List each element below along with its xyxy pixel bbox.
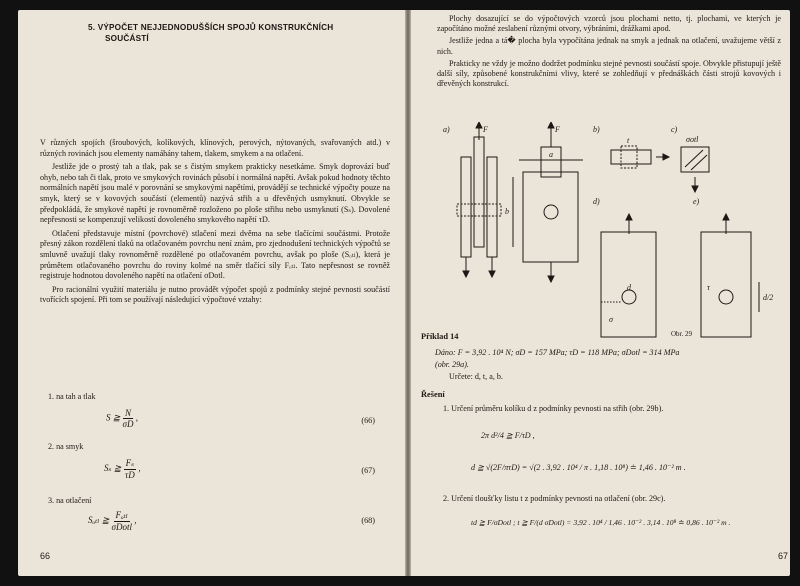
- fig-symbol-d: d: [627, 283, 631, 292]
- formula-67: Sₛ ≧ $\frac{\text{Fₛ}}{\tau D}$ ,: [104, 458, 141, 480]
- paragraph: Otlačení představuje místní (povrchové) stlačení mezi dvěma na sebe tlačícími součástmi. Protože přesný zákon rozdělení tlaků na otlačovaném povrchu není znám, pro zjednodušení technických výpočtů se smluvně uvažují tlaky rovnoměrně rozdělené po otlačovaném povrchu, avšak po ploše (Sₒₜₗ), která je průmětem otlačovaného povrchu do roviny kolmé na směr tlačící síly Fₒₜₗ. Tato nepřesnost se rovněž registruje hodnotou dovoleného napětí na otlačení σDotl.: [40, 228, 390, 281]
- paragraph: Prakticky ne vždy je možno dodržet podmínku stejné pevnosti součástí spoje. Obvykle přistupují ještě další síly, způsobené konstrukčními vlivy, které se zohledňují v přednáškách části strojů kovových i dřevěných konstrukcí.: [437, 58, 781, 89]
- fig-label-c: c): [671, 125, 678, 134]
- fig-symbol-sigma: σ: [609, 315, 613, 324]
- solution-step-1: 1. Určení průměru kolíku d z podmínky pevnosti na střih (obr. 29b).: [443, 404, 664, 413]
- figure-caption: Obr. 29: [671, 330, 692, 338]
- joint-diagram: [441, 122, 786, 342]
- formula-66: S ≧ $\frac{N}{\sigma D}$ ,: [106, 408, 138, 429]
- fig-label-a: a): [443, 125, 450, 134]
- fig-symbol-F: F: [483, 125, 488, 134]
- step-2-formula: td ≧ F/σDotl ; t ≧ F/(d σDotl) = 3,92 . 10⁴ / 1,46 . 10⁻² . 3,14 . 10⁸ ≐ 0,86 . 10⁻² m .: [471, 518, 731, 527]
- solution-step-2: 2. Určení tloušťky listu t z podmínky pevnosti na otlačení (obr. 29c).: [443, 494, 666, 503]
- paragraph: V různých spojích (šroubových, kolíkových, klínových, perových, nýtovaných, svařovaných atd.) v různých rovinách jsou elementy namáhány tahem, tlakem, smykem a na otlačení.: [40, 138, 390, 158]
- given-reference: (obr. 29a).: [435, 360, 469, 369]
- fig-symbol-d-half: d/2: [763, 293, 774, 302]
- left-page: [18, 10, 405, 576]
- right-intro-text: [437, 14, 781, 91]
- fig-symbol-F: F: [555, 125, 560, 134]
- fig-symbol-t: t: [627, 136, 630, 145]
- equation-number: (66): [361, 416, 375, 425]
- paragraph: Jestliže jedna a tá� plocha byla vypočítána jednak na smyk a jednak na otlačení, uvažujeme větší z nich.: [437, 36, 781, 56]
- formula-68: Sₒₜₗ ≧ $\frac{\text{Fₒₜₗ}}{\text{σDotl}}$ ,: [88, 510, 137, 532]
- page-number: 67: [777, 551, 788, 561]
- paragraph: Pro racionální využití materiálu je nutno provádět výpočet spojů z podmínky stejné pevnosti součástí tvořících spojení. Při tom se používají následující výpočtové vztahy:: [40, 284, 390, 305]
- task-line: Určete: d, t, a, b.: [449, 372, 503, 381]
- case-label: 2. na smyk: [48, 442, 84, 451]
- chapter-heading: [88, 22, 358, 44]
- given-values: Dáno: F = 3,92 . 10⁴ N; σD = 157 MPa; τD = 118 MPa; σDotl = 314 MPa: [435, 348, 680, 357]
- example-title: Příklad 14: [421, 332, 459, 341]
- equation-number: (67): [361, 466, 375, 475]
- left-body-text: [40, 138, 390, 309]
- paragraph: Plochy dosazující se do výpočtových vzorců jsou plochami netto, tj. plochami, ve kterých je započítáno možné zeslabení různými otvory, výbráními, drážkami apod.: [437, 14, 781, 34]
- fig-label-b: b): [593, 125, 600, 134]
- solution-title: Řešení: [421, 390, 445, 399]
- fig-label-e: e): [693, 197, 700, 206]
- heading-line-2: SOUČÁSTÍ: [105, 34, 149, 43]
- case-label: 3. na otlačení: [48, 496, 92, 505]
- equation-number: (68): [361, 516, 375, 525]
- paragraph: Jestliže jde o prostý tah a tlak, pak se s čistým smykem prakticky nesetkáme. Smyk doprovází buď ohyb, nebo tah či tlak, proto ve smykových rovinách působí i normálná napětí. Avšak pokud hodnoty těchto normálních napětí jsou malé v porovnání se smykovými napětími, provádějí se technické výpočty pouze na smyk, který se v kovových součástí (elementů) nazývá střih a u dřevěných usmyknutí. Obvykle se předpokládá, že smykové napětí je rovnoměrně rozloženo po ploše střihu nebo usmyknutí (Sₛ). Dovolené nepřesnosti se kompenzují velikostí dovoleného smykového napětí τD.: [40, 162, 390, 225]
- case-label: 1. na tah a tlak: [48, 392, 96, 401]
- fig-symbol-b: b: [505, 207, 509, 216]
- fig-label-d: d): [593, 197, 600, 206]
- step-1-formula-1: 2π d²/4 ≧ F/τD ,: [481, 431, 535, 440]
- heading-line-1: 5. VÝPOČET NEJJEDNODUŠŠÍCH SPOJŮ KONSTRUKČNÍCH: [88, 23, 334, 32]
- step-1-formula-2: d ≧ √(2F/πτD) = √(2 . 3,92 . 10⁴ / π . 1,18 . 10⁸) ≐ 1,46 . 10⁻² m .: [471, 463, 686, 472]
- fig-symbol-sigma-otl: σotl: [686, 135, 699, 144]
- page-number: 66: [40, 551, 51, 561]
- right-page: [411, 10, 790, 576]
- fig-symbol-tau: τ: [707, 283, 710, 292]
- fig-symbol-a: a: [549, 150, 553, 159]
- figure-29: [441, 122, 786, 342]
